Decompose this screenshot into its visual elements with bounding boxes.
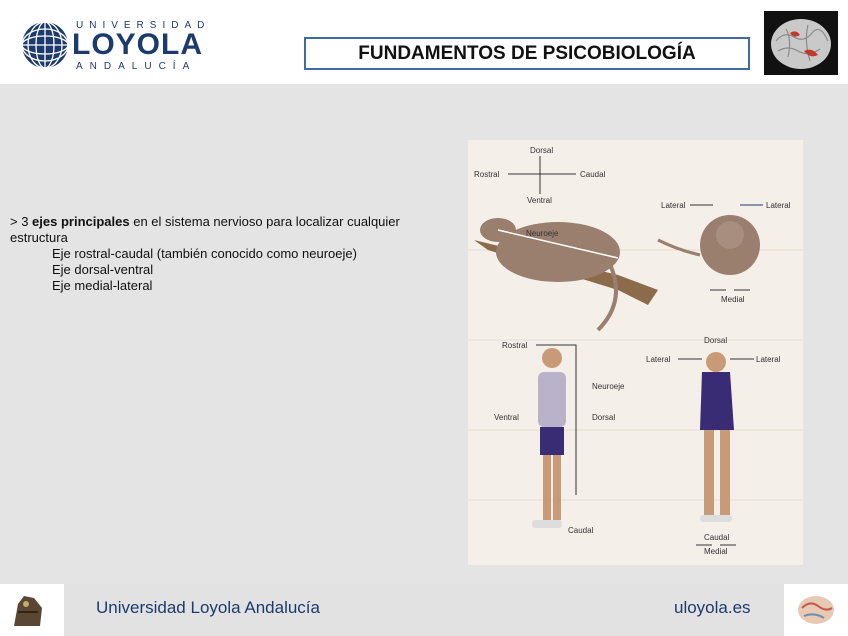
human-front-lateral-left: Lateral [646,355,671,364]
brain-anatomy-icon [794,590,838,630]
human-front-lateral-right: Lateral [756,355,781,364]
rat-side-ventral: Ventral [527,196,552,205]
page-title: FUNDAMENTOS DE PSICOBIOLOGÍA [304,37,750,70]
rat-side-caudal: Caudal [580,170,606,179]
human-front-medial: Medial [704,547,728,556]
anatomical-axes-figure [468,140,803,565]
monster-illustration-icon [8,590,48,630]
human-front-swimsuit [700,372,734,430]
footer-university-name: Universidad Loyola Andalucía [96,598,320,617]
logo-text-top: UNIVERSIDAD [76,20,211,31]
human-side-dorsal: Dorsal [592,413,616,422]
rat-side-neuroeje: Neuroeje [526,229,559,238]
footer-website-link[interactable]: uloyola.es [674,598,751,617]
human-side-ventral: Ventral [494,413,519,422]
brain-image [764,11,838,75]
rat-side-dorsal: Dorsal [530,146,554,155]
human-side-neuroeje: Neuroeje [592,382,625,391]
logo-text-bottom: ANDALUCÍA [76,61,197,72]
intro-suffix: en el sistema nervioso para localizar cualquier estructura [10,214,400,245]
content-text [10,214,450,294]
axis-item: Eje rostral-caudal (también conocido como neuroeje) [52,246,357,261]
axis-item: Eje dorsal-ventral [52,262,154,277]
rat-front-medial: Medial [721,295,745,304]
university-logo[interactable] [20,18,211,74]
rat-side-rostral: Rostral [474,170,500,179]
rat-front-lateral-right: Lateral [766,201,791,210]
human-side-shirt [538,372,566,427]
human-front-caudal: Caudal [704,533,730,542]
human-side-shorts [540,427,564,455]
logo-text-main: LOYOLA [72,28,203,61]
human-side-rostral: Rostral [502,341,528,350]
human-side-caudal: Caudal [568,526,594,535]
human-front-dorsal: Dorsal [704,336,728,345]
intro-bold: ejes principales [32,214,130,229]
axis-item: Eje medial-lateral [52,278,153,293]
rat-front-lateral-left: Lateral [661,201,686,210]
globe-logo-icon [20,20,70,70]
intro-prefix: > 3 [10,214,33,229]
